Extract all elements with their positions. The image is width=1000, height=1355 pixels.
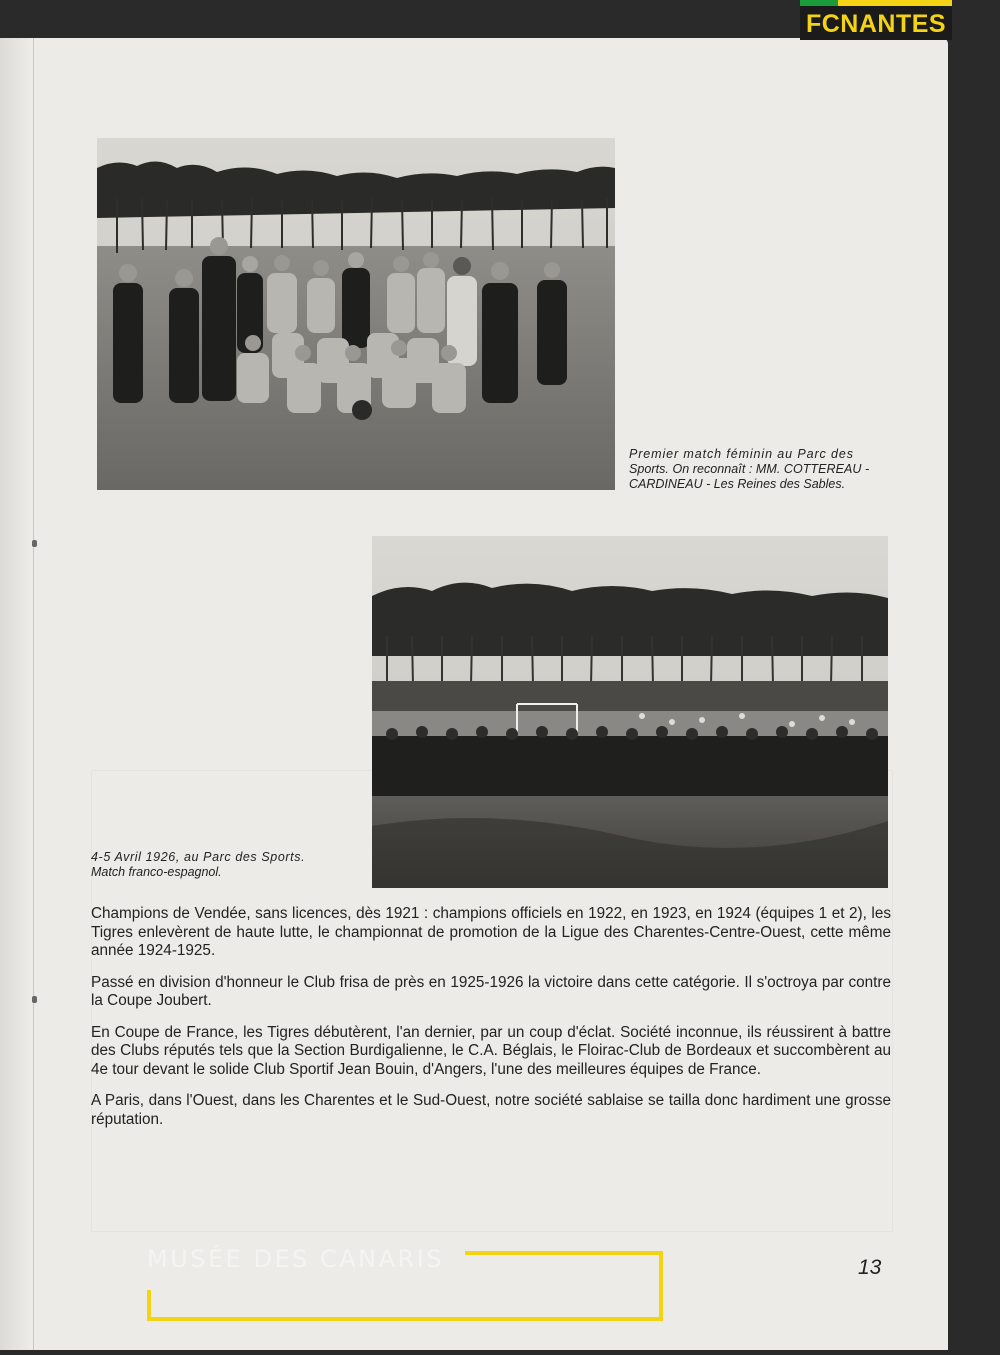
caption-line: Match franco-espagnol. [91, 865, 222, 879]
paragraph: Passé en division d'honneur le Club frisa de près en 1925-1926 la victoire dans cette catégorie. Il s'octroya par contre la Coupe Joubert. [91, 973, 891, 1009]
staple [32, 996, 37, 1003]
paragraph: Champions de Vendée, sans licences, dès 1921 : champions officiels en 1922, en 1923, en 1924 (équipes 1 et 2), les Tigres enlevèrent de haute lutte, le championnat de promotion de la Ligue des Charentes-Centre-Ouest, cette même année 1924-1925. [91, 905, 891, 959]
footer-frame-line [147, 1317, 663, 1321]
photo-football-match [372, 536, 888, 888]
article-body [91, 905, 891, 1142]
footer-frame-line [465, 1251, 663, 1255]
caption-photo-1 [629, 447, 889, 492]
page-gutter [0, 38, 44, 1350]
page-fold [33, 38, 34, 1350]
footer-frame-line [659, 1251, 663, 1321]
photo-women-team [97, 138, 615, 490]
brand-logo-badge [800, 0, 952, 40]
brand-stripe [800, 0, 952, 6]
staple [32, 540, 37, 547]
paragraph: A Paris, dans l'Ouest, dans les Charentes et le Sud-Ouest, notre société sablaise se tailla donc hardiment une grosse réputation. [91, 1092, 891, 1128]
caption-photo-2 [91, 850, 349, 880]
brand-label: FCNANTES [805, 10, 947, 38]
caption-line: 4-5 Avril 1926, au Parc des Sports. [91, 850, 306, 864]
caption-line: CARDINEAU - Les Reines des Sables. [629, 477, 846, 491]
page-number: 13 [858, 1256, 882, 1279]
footer-label: MUSÉE DES CANARIS [147, 1245, 445, 1273]
footer-frame-line [147, 1290, 151, 1321]
paragraph: En Coupe de France, les Tigres débutèrent, l'an dernier, par un coup d'éclat. Société inconnue, ils réussirent à battre des Clubs réputés tels que la Section Burdigalienne, le C.A. Béglais, le Floirac-Club de Bordeaux et succombèrent au 4e tour devant le solide Club Sportif Jean Bouin, d'Angers, l'une des meilleures équipes de France. [91, 1023, 891, 1078]
caption-line: Sports. On reconnaît : MM. COTTEREAU - [629, 462, 870, 476]
caption-line: Premier match féminin au Parc des [629, 447, 854, 461]
